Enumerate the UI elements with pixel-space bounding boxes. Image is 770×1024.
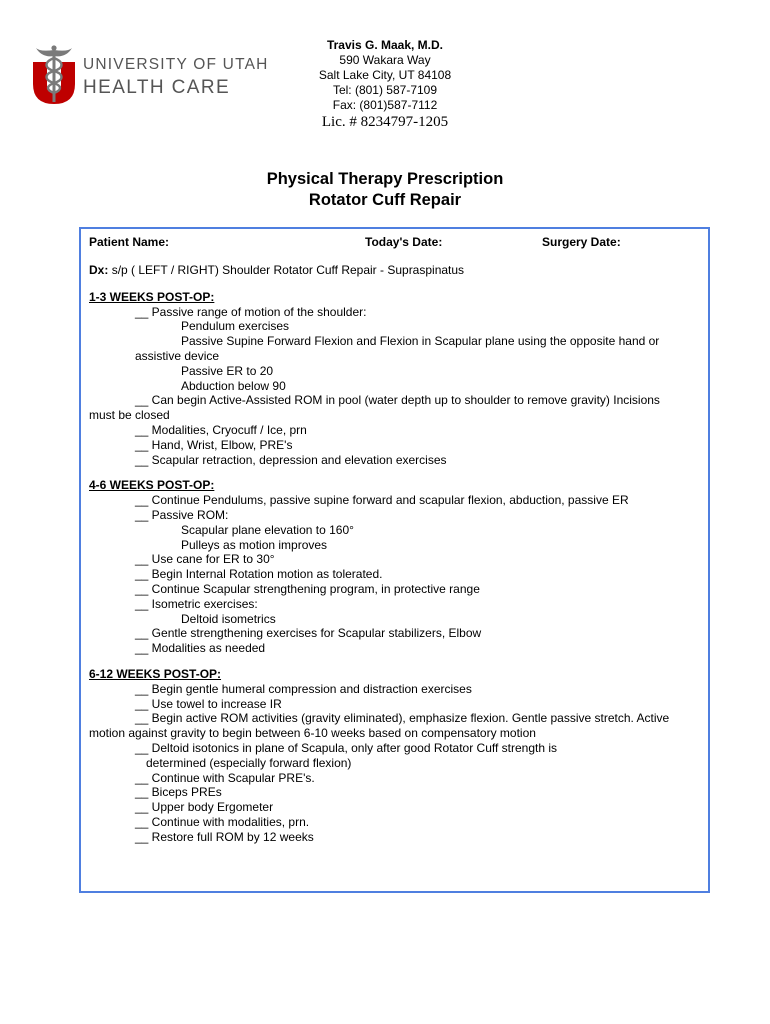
list-item: __ Begin active ROM activities (gravity eliminated), emphasize flexion. Gentle passive stretch. Active xyxy=(135,711,670,726)
list-item: __ Can begin Active-Assisted ROM in pool (water depth up to shoulder to remove gravity) Incisions xyxy=(135,393,660,408)
list-item: __ Hand, Wrist, Elbow, PRE's xyxy=(135,437,293,452)
list-item: __ Modalities as needed xyxy=(135,641,266,656)
list-item: Abduction below 90 xyxy=(181,378,286,393)
physician-license: Lic. # 8234797-1205 xyxy=(321,114,449,130)
list-item: __ Scapular retraction, depression and elevation exercises xyxy=(135,452,447,467)
list-item: __ Continue Scapular strengthening program, in protective range xyxy=(135,581,480,596)
list-item: Deltoid isometrics xyxy=(181,611,276,626)
prescription-content xyxy=(89,263,699,855)
section-heading: 6-12 WEEKS POST-OP: xyxy=(89,666,222,681)
list-item: __ Passive ROM: xyxy=(135,507,229,522)
section-heading: 4-6 WEEKS POST-OP: xyxy=(89,478,215,493)
list-item: __ Continue Pendulums, passive supine forward and scapular flexion, abduction, passive ER xyxy=(135,493,629,508)
logo-university-text: UNIVERSITY OF UTAH xyxy=(83,56,269,73)
caduceus-u-icon xyxy=(30,44,78,106)
list-item: Pendulum exercises xyxy=(181,319,290,334)
section-1-3-weeks xyxy=(89,290,699,468)
list-item: Pulleys as motion improves xyxy=(181,537,328,552)
patient-name-label: Patient Name: xyxy=(89,235,170,249)
list-item: __ Restore full ROM by 12 weeks xyxy=(135,829,314,844)
physician-name: Travis G. Maak, M.D. xyxy=(326,38,444,52)
list-item: __ Continue with Scapular PRE's. xyxy=(135,770,315,785)
physician-address-street: 590 Wakara Way xyxy=(339,53,431,67)
section-6-12-weeks xyxy=(89,667,699,845)
list-item: __ Upper body Ergometer xyxy=(135,800,274,815)
todays-date-label: Today's Date: xyxy=(365,235,443,249)
physician-header xyxy=(285,38,485,130)
list-item: motion against gravity to begin between 6-10 weeks based on compensatory motion xyxy=(89,726,536,741)
document-title xyxy=(0,169,770,211)
university-of-utah-health-care-logo xyxy=(30,44,269,106)
list-item: Scapular plane elevation to 160° xyxy=(181,522,354,537)
list-item: assistive device xyxy=(135,348,220,363)
list-item: __ Gentle strengthening exercises for Scapular stabilizers, Elbow xyxy=(135,626,482,641)
list-item: __ Biceps PREs xyxy=(135,785,222,800)
list-item: __ Use towel to increase IR xyxy=(135,696,282,711)
list-item: must be closed xyxy=(89,408,170,423)
list-item: determined (especially forward flexion) xyxy=(146,755,352,770)
list-item: __ Isometric exercises: xyxy=(135,596,258,611)
title-line-2: Rotator Cuff Repair xyxy=(308,191,462,209)
list-item: __ Begin Internal Rotation motion as tolerated. xyxy=(135,567,383,582)
title-line-1: Physical Therapy Prescription xyxy=(266,170,504,188)
physician-phone: Tel: (801) 587-7109 xyxy=(332,83,438,97)
diagnosis-text: s/p ( LEFT / RIGHT) Shoulder Rotator Cuff Repair - Supraspinatus xyxy=(111,263,465,277)
section-heading: 1-3 WEEKS POST-OP: xyxy=(89,289,215,304)
list-item: __ Continue with modalities, prn. xyxy=(135,814,310,829)
list-item: Passive ER to 20 xyxy=(181,363,274,378)
patient-fields-row xyxy=(89,235,699,251)
list-item: __ Passive range of motion of the shoulder: xyxy=(135,304,367,319)
diagnosis-line xyxy=(89,263,699,278)
physician-fax: Fax: (801)587-7112 xyxy=(332,98,438,112)
list-item: __ Begin gentle humeral compression and distraction exercises xyxy=(135,681,472,696)
surgery-date-label: Surgery Date: xyxy=(542,235,621,249)
list-item: __ Deltoid isotonics in plane of Scapula, only after good Rotator Cuff strength is xyxy=(135,740,558,755)
diagnosis-label: Dx: xyxy=(89,263,109,277)
list-item: __ Modalities, Cryocuff / Ice, prn xyxy=(135,422,307,437)
logo-health-care-text: HEALTH CARE xyxy=(83,77,231,98)
list-item: __ Use cane for ER to 30° xyxy=(135,552,275,567)
list-item: Passive Supine Forward Flexion and Flexion in Scapular plane using the opposite hand or xyxy=(181,334,660,349)
physician-address-city: Salt Lake City, UT 84108 xyxy=(318,68,452,82)
section-4-6-weeks xyxy=(89,478,699,656)
